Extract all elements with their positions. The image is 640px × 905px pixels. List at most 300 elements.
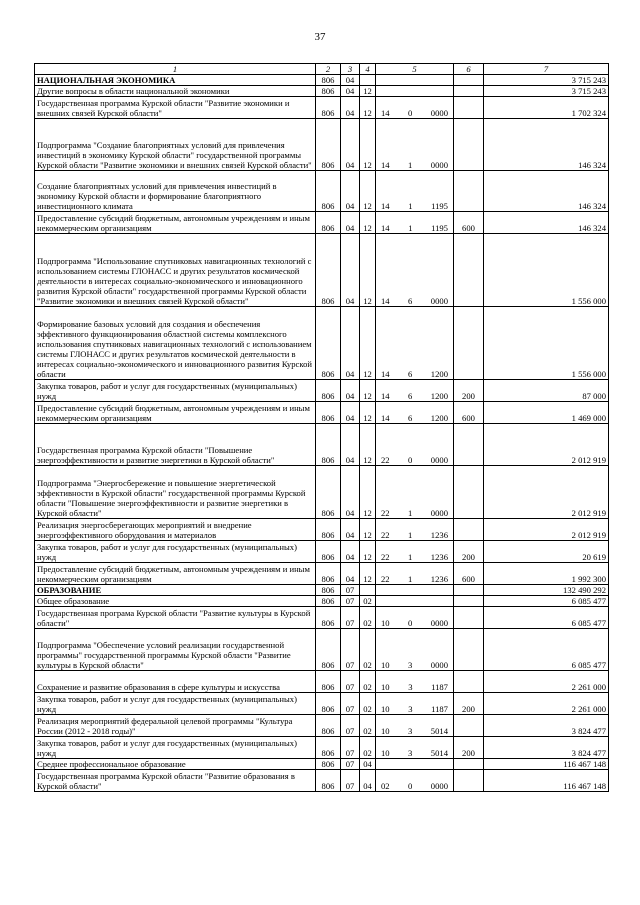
- target-subprogram-code: 3: [408, 748, 413, 758]
- row-name: [35, 770, 316, 792]
- row-target-article: [376, 563, 454, 585]
- row-name-text: Предоставление субсидий бюджетным, автономным учреждениям и иным некоммерческим организациям: [37, 403, 310, 423]
- target-direction-code: 0000: [430, 108, 448, 118]
- row-expense-type: [454, 563, 484, 585]
- row-subsection-code-text: 12: [363, 552, 372, 562]
- row-amount-text: 1 469 000: [571, 413, 606, 423]
- row-section-code: [341, 563, 360, 585]
- target-subprogram-code: 3: [408, 682, 413, 692]
- row-amount: [484, 171, 609, 212]
- row-name-text: Закупка товаров, работ и услуг для государственных (муниципальных) нужд: [37, 542, 297, 562]
- target-program-code: 14: [381, 413, 390, 423]
- target-program-code: 10: [381, 748, 390, 758]
- header-row: [35, 64, 609, 75]
- row-admin-code: [316, 770, 341, 792]
- row-amount: [484, 466, 609, 519]
- row-expense-type: [454, 541, 484, 563]
- row-admin-code-text: 806: [321, 413, 335, 423]
- row-subsection-code: [360, 97, 376, 119]
- row-expense-type-text: 200: [462, 391, 475, 401]
- table-row: [35, 629, 609, 671]
- target-subprogram-code: 1: [408, 160, 413, 170]
- row-admin-code: [316, 75, 341, 86]
- target-subprogram-code: 1: [408, 508, 413, 518]
- row-amount-text: 3 824 477: [571, 726, 606, 736]
- target-subprogram-code: 3: [408, 704, 413, 714]
- row-subsection-code: [360, 629, 376, 671]
- row-name: [35, 466, 316, 519]
- target-direction-code: 1195: [431, 201, 448, 211]
- target-program-code: 10: [381, 660, 390, 670]
- table-row: [35, 563, 609, 585]
- target-direction-code: 0000: [430, 660, 448, 670]
- row-name: [35, 424, 316, 466]
- row-target-article: [376, 234, 454, 307]
- row-amount: [484, 563, 609, 585]
- row-admin-code-text: 806: [321, 704, 335, 714]
- row-subsection-code-text: 02: [363, 596, 372, 606]
- row-name: [35, 596, 316, 607]
- row-target-article: [376, 607, 454, 629]
- row-subsection-code-text: 02: [363, 660, 372, 670]
- row-admin-code: [316, 629, 341, 671]
- row-amount: [484, 596, 609, 607]
- row-name-text: Создание благоприятных условий для привлечения инвестиций в экономику Курской области и формирование благоприятного инвестиционного климата: [37, 181, 277, 211]
- target-program-code: 22: [381, 508, 390, 518]
- row-target-article: [376, 585, 454, 596]
- row-target-article: [376, 212, 454, 234]
- table-row: [35, 402, 609, 424]
- target-subprogram-code: 1: [408, 223, 413, 233]
- row-section-code-text: 07: [345, 781, 355, 791]
- row-amount: [484, 380, 609, 402]
- row-expense-type: [454, 97, 484, 119]
- table-row: [35, 212, 609, 234]
- row-admin-code-text: 806: [321, 508, 335, 518]
- row-target-article: [376, 380, 454, 402]
- row-admin-code: [316, 119, 341, 171]
- row-subsection-code: [360, 234, 376, 307]
- row-section-code-text: 07: [345, 704, 355, 714]
- row-expense-type: [454, 629, 484, 671]
- row-subsection-code: [360, 307, 376, 380]
- row-name-text: НАЦИОНАЛЬНАЯ ЭКОНОМИКА: [37, 75, 176, 85]
- row-section-code: [341, 212, 360, 234]
- target-direction-code: 0000: [430, 618, 448, 628]
- target-program-code: 22: [381, 552, 390, 562]
- row-admin-code: [316, 693, 341, 715]
- row-name-text: Государственная программа Курской области "Развитие образования в Курской области": [37, 771, 295, 791]
- row-name: [35, 97, 316, 119]
- row-section-code: [341, 607, 360, 629]
- table-row: [35, 596, 609, 607]
- target-direction-code: 1236: [430, 530, 448, 540]
- row-amount: [484, 541, 609, 563]
- row-section-code-text: 04: [345, 413, 355, 423]
- row-expense-type: [454, 519, 484, 541]
- row-subsection-code: [360, 563, 376, 585]
- target-program-code: 14: [381, 296, 390, 306]
- row-section-code: [341, 86, 360, 97]
- row-admin-code: [316, 424, 341, 466]
- target-program-code: 22: [381, 530, 390, 540]
- row-expense-type: [454, 693, 484, 715]
- row-subsection-code: [360, 424, 376, 466]
- table-row: [35, 380, 609, 402]
- table-row: [35, 671, 609, 693]
- target-direction-code: 1187: [431, 682, 448, 692]
- row-amount-text: 3 715 243: [571, 75, 606, 85]
- target-subprogram-code: 1: [408, 530, 413, 540]
- row-target-article: [376, 466, 454, 519]
- row-section-code-text: 07: [345, 596, 355, 606]
- row-name: [35, 234, 316, 307]
- row-subsection-code-text: 12: [363, 223, 372, 233]
- target-direction-code: 1200: [430, 413, 448, 423]
- row-name: [35, 607, 316, 629]
- target-program-code: 10: [381, 726, 390, 736]
- row-name: [35, 171, 316, 212]
- table-row: [35, 97, 609, 119]
- row-expense-type: [454, 759, 484, 770]
- row-section-code-text: 04: [345, 508, 355, 518]
- row-amount: [484, 671, 609, 693]
- target-program-code: 14: [381, 223, 390, 233]
- row-expense-type: [454, 86, 484, 97]
- row-target-article: [376, 629, 454, 671]
- row-name-text: Государственная программа Курской области "Развитие экономики и внешних связей Курской области": [37, 98, 290, 118]
- row-name: [35, 671, 316, 693]
- target-program-code: 14: [381, 201, 390, 211]
- target-program-code: 10: [381, 682, 390, 692]
- row-subsection-code-text: 02: [363, 748, 372, 758]
- row-subsection-code: [360, 759, 376, 770]
- row-subsection-code: [360, 171, 376, 212]
- row-name-text: Государственная програма Курской области "Развитие культуры в Курской области": [37, 608, 311, 628]
- row-admin-code-text: 806: [321, 682, 335, 692]
- row-target-article: [376, 171, 454, 212]
- row-subsection-code: [360, 519, 376, 541]
- row-subsection-code: [360, 693, 376, 715]
- row-section-code: [341, 234, 360, 307]
- row-subsection-code: [360, 596, 376, 607]
- row-admin-code-text: 806: [321, 585, 335, 595]
- row-amount-text: 2 261 000: [571, 682, 606, 692]
- row-section-code: [341, 466, 360, 519]
- target-direction-code: 1200: [430, 391, 448, 401]
- target-direction-code: 0000: [430, 160, 448, 170]
- row-section-code-text: 04: [345, 552, 355, 562]
- row-admin-code: [316, 86, 341, 97]
- row-amount: [484, 715, 609, 737]
- row-admin-code: [316, 715, 341, 737]
- row-name-text: Формирование базовых условий для создания и обеспечения эффективного функционирования областной системы комплексного использования спутниковых навигационных технологий с использованием системы ГЛОНАСС и других результатов космической деятельности в интересах социально-экономического и инновационного развития Курской области: [37, 319, 312, 379]
- header-cell: 3: [341, 64, 360, 75]
- row-amount: [484, 424, 609, 466]
- row-name-text: Предоставление субсидий бюджетным, автономным учреждениям и иным некоммерческим организациям: [37, 564, 310, 584]
- row-subsection-code: [360, 671, 376, 693]
- row-name-text: Закупка товаров, работ и услуг для государственных (муниципальных) нужд: [37, 738, 297, 758]
- row-admin-code: [316, 234, 341, 307]
- row-target-article: [376, 715, 454, 737]
- row-admin-code-text: 806: [321, 160, 335, 170]
- row-admin-code-text: 806: [321, 369, 335, 379]
- row-name: [35, 563, 316, 585]
- row-expense-type: [454, 424, 484, 466]
- row-subsection-code-text: 12: [363, 160, 372, 170]
- row-name-text: Закупка товаров, работ и услуг для государственных (муниципальных) нужд: [37, 694, 297, 714]
- row-amount-text: 2 261 000: [571, 704, 606, 714]
- table-row: [35, 466, 609, 519]
- row-name: [35, 119, 316, 171]
- row-section-code-text: 04: [345, 201, 355, 211]
- row-name: [35, 759, 316, 770]
- budget-table: [34, 63, 609, 792]
- row-section-code-text: 04: [345, 223, 355, 233]
- row-subsection-code-text: 12: [363, 508, 372, 518]
- row-target-article: [376, 402, 454, 424]
- row-section-code-text: 04: [345, 296, 355, 306]
- row-name-text: Предоставление субсидий бюджетным, автономным учреждениям и иным некоммерческим организациям: [37, 213, 310, 233]
- table-row: [35, 119, 609, 171]
- row-name-text: Государственная программа Курской области "Повышение энергоэффективности и развитие энергетики в Курской области": [37, 445, 275, 465]
- row-amount-text: 146 324: [578, 223, 606, 233]
- row-name-text: ОБРАЗОВАНИЕ: [37, 585, 102, 595]
- target-subprogram-code: 3: [408, 660, 413, 670]
- row-section-code-text: 04: [345, 455, 355, 465]
- row-section-code: [341, 97, 360, 119]
- row-amount-text: 146 324: [578, 201, 606, 211]
- row-name: [35, 402, 316, 424]
- table-row: [35, 693, 609, 715]
- row-amount: [484, 119, 609, 171]
- row-section-code: [341, 424, 360, 466]
- row-admin-code: [316, 585, 341, 596]
- row-admin-code-text: 806: [321, 759, 335, 769]
- row-section-code: [341, 585, 360, 596]
- target-program-code: 14: [381, 108, 390, 118]
- row-section-code-text: 07: [345, 726, 355, 736]
- row-amount: [484, 86, 609, 97]
- row-admin-code-text: 806: [321, 660, 335, 670]
- row-amount-text: 87 000: [582, 391, 606, 401]
- row-amount-text: 116 467 148: [563, 759, 606, 769]
- row-section-code: [341, 402, 360, 424]
- row-expense-type-text: 600: [462, 223, 475, 233]
- row-section-code: [341, 715, 360, 737]
- row-amount: [484, 402, 609, 424]
- row-amount: [484, 770, 609, 792]
- row-admin-code: [316, 671, 341, 693]
- table-row: [35, 86, 609, 97]
- row-admin-code: [316, 737, 341, 759]
- row-admin-code: [316, 519, 341, 541]
- row-section-code-text: 04: [345, 160, 355, 170]
- target-direction-code: 1200: [430, 369, 448, 379]
- row-amount: [484, 519, 609, 541]
- table-row: [35, 171, 609, 212]
- row-name: [35, 737, 316, 759]
- row-name-text: Подпрограмма "Использование спутниковых навигационных технологий с использованием системы ГЛОНАСС и других результатов космической деятельности в интересах социально-экономического и инновационного развития Курской области" государственной программы Курской области "Развитие экономики и внешних связей Курской области": [37, 256, 312, 306]
- target-subprogram-code: 6: [408, 413, 413, 423]
- row-section-code: [341, 596, 360, 607]
- row-amount-text: 6 085 477: [571, 660, 606, 670]
- row-subsection-code-text: 04: [363, 759, 372, 769]
- row-name: [35, 541, 316, 563]
- target-subprogram-code: 1: [408, 552, 413, 562]
- row-section-code: [341, 671, 360, 693]
- header-cell: 6: [454, 64, 484, 75]
- row-admin-code: [316, 759, 341, 770]
- row-admin-code-text: 806: [321, 596, 335, 606]
- row-expense-type-text: 200: [462, 748, 475, 758]
- row-admin-code-text: 806: [321, 75, 335, 85]
- table-row: [35, 519, 609, 541]
- target-program-code: 14: [381, 369, 390, 379]
- row-subsection-code: [360, 86, 376, 97]
- target-program-code: 14: [381, 160, 390, 170]
- row-subsection-code: [360, 75, 376, 86]
- row-amount-text: 116 467 148: [563, 781, 606, 791]
- row-admin-code: [316, 402, 341, 424]
- target-subprogram-code: 6: [408, 391, 413, 401]
- table-row: [35, 715, 609, 737]
- row-subsection-code-text: 04: [363, 781, 372, 791]
- row-name: [35, 715, 316, 737]
- row-admin-code-text: 806: [321, 618, 335, 628]
- row-admin-code-text: 806: [321, 748, 335, 758]
- table-row: [35, 607, 609, 629]
- row-expense-type: [454, 119, 484, 171]
- row-target-article: [376, 519, 454, 541]
- row-amount-text: 1 556 000: [571, 369, 606, 379]
- row-amount-text: 2 012 919: [571, 530, 606, 540]
- row-subsection-code-text: 12: [363, 108, 372, 118]
- header-cell: 7: [484, 64, 609, 75]
- row-target-article: [376, 75, 454, 86]
- row-expense-type: [454, 402, 484, 424]
- row-section-code-text: 04: [345, 108, 355, 118]
- row-admin-code: [316, 97, 341, 119]
- row-subsection-code-text: 12: [363, 86, 372, 96]
- row-admin-code-text: 806: [321, 108, 335, 118]
- row-admin-code: [316, 563, 341, 585]
- target-program-code: 10: [381, 704, 390, 714]
- row-admin-code: [316, 171, 341, 212]
- row-subsection-code: [360, 585, 376, 596]
- row-target-article: [376, 307, 454, 380]
- row-section-code: [341, 119, 360, 171]
- row-subsection-code-text: 12: [363, 391, 372, 401]
- row-name-text: Сохранение и развитие образования в сфере культуры и искусства: [37, 682, 280, 692]
- target-subprogram-code: 6: [408, 369, 413, 379]
- target-direction-code: 5014: [430, 726, 448, 736]
- table-row: [35, 585, 609, 596]
- row-admin-code-text: 806: [321, 201, 335, 211]
- row-expense-type: [454, 715, 484, 737]
- row-section-code: [341, 770, 360, 792]
- target-subprogram-code: 1: [408, 574, 413, 584]
- row-admin-code: [316, 607, 341, 629]
- target-direction-code: 1187: [431, 704, 448, 714]
- row-subsection-code: [360, 119, 376, 171]
- row-admin-code-text: 806: [321, 296, 335, 306]
- row-amount: [484, 307, 609, 380]
- row-amount: [484, 629, 609, 671]
- row-section-code: [341, 737, 360, 759]
- row-amount: [484, 75, 609, 86]
- row-subsection-code: [360, 607, 376, 629]
- target-direction-code: 5014: [430, 748, 448, 758]
- row-subsection-code: [360, 541, 376, 563]
- row-subsection-code-text: 02: [363, 704, 372, 714]
- row-name: [35, 307, 316, 380]
- row-admin-code-text: 806: [321, 574, 335, 584]
- row-amount-text: 146 324: [578, 160, 606, 170]
- row-admin-code-text: 806: [321, 455, 335, 465]
- row-name-text: Подпрограмма "Энергосбережение и повышение энергетической эффективности в Курской области" государственной программы Курской области "Повышение энергоэффективности и развитие энергетики в Курской области": [37, 478, 306, 518]
- row-section-code: [341, 759, 360, 770]
- row-section-code: [341, 307, 360, 380]
- row-name: [35, 86, 316, 97]
- row-subsection-code-text: 12: [363, 413, 372, 423]
- header-cell: 2: [316, 64, 341, 75]
- header-cell: 4: [360, 64, 376, 75]
- row-section-code-text: 07: [345, 585, 355, 595]
- row-section-code: [341, 171, 360, 212]
- target-program-code: 22: [381, 574, 390, 584]
- row-amount: [484, 607, 609, 629]
- row-subsection-code-text: 02: [363, 618, 372, 628]
- row-expense-type: [454, 596, 484, 607]
- row-subsection-code-text: 12: [363, 201, 372, 211]
- row-subsection-code-text: 12: [363, 296, 372, 306]
- row-amount-text: 1 992 300: [571, 574, 606, 584]
- row-section-code: [341, 519, 360, 541]
- row-admin-code-text: 806: [321, 223, 335, 233]
- table-row: [35, 75, 609, 86]
- row-amount-text: 2 012 919: [571, 455, 606, 465]
- row-target-article: [376, 770, 454, 792]
- row-subsection-code: [360, 466, 376, 519]
- target-direction-code: 1195: [431, 223, 448, 233]
- table-row: [35, 770, 609, 792]
- row-section-code-text: 07: [345, 759, 355, 769]
- row-subsection-code-text: 12: [363, 369, 372, 379]
- row-section-code: [341, 541, 360, 563]
- row-admin-code: [316, 466, 341, 519]
- row-subsection-code-text: 02: [363, 682, 372, 692]
- target-subprogram-code: 0: [408, 781, 413, 791]
- row-amount: [484, 97, 609, 119]
- row-subsection-code: [360, 212, 376, 234]
- row-subsection-code-text: 02: [363, 726, 372, 736]
- row-expense-type: [454, 171, 484, 212]
- row-expense-type-text: 600: [462, 413, 475, 423]
- target-direction-code: 0000: [430, 296, 448, 306]
- row-amount-text: 1 702 324: [571, 108, 606, 118]
- table-row: [35, 307, 609, 380]
- row-name-text: Среднее профессиональное образование: [37, 759, 186, 769]
- target-direction-code: 0000: [430, 781, 448, 791]
- row-admin-code-text: 806: [321, 552, 335, 562]
- row-section-code-text: 04: [345, 391, 355, 401]
- row-target-article: [376, 737, 454, 759]
- row-amount: [484, 234, 609, 307]
- row-name: [35, 212, 316, 234]
- header-cell: 1: [35, 64, 316, 75]
- table-row: [35, 541, 609, 563]
